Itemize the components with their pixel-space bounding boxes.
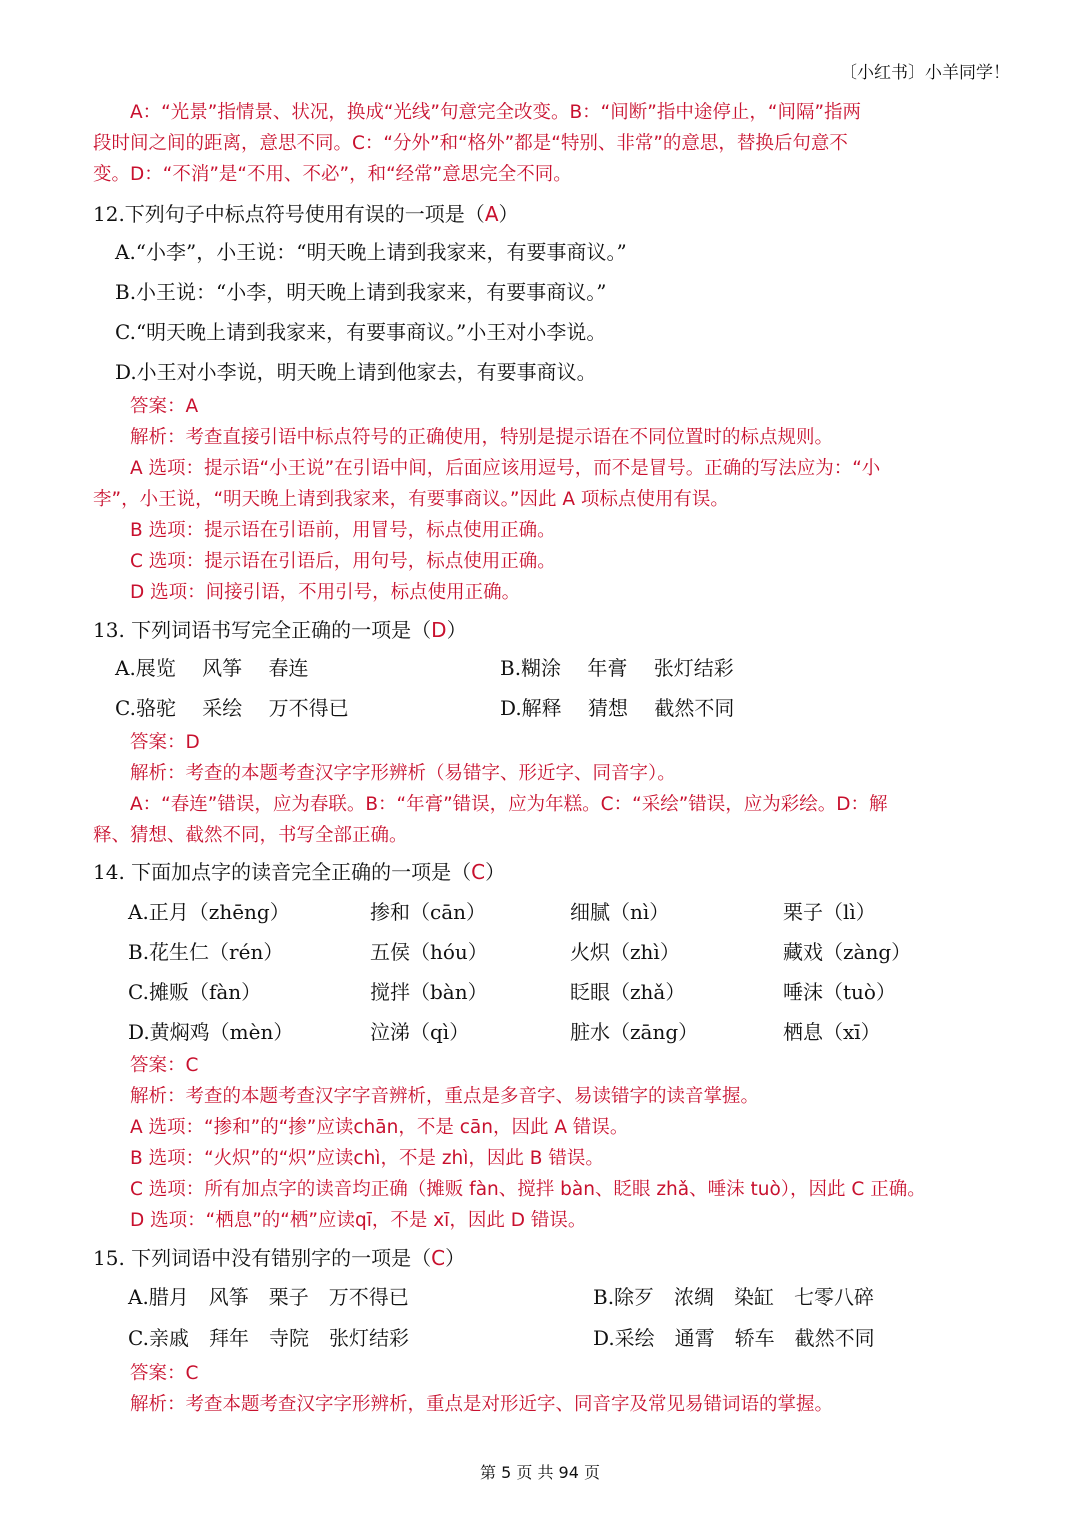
question-13-stem: [93, 614, 467, 643]
intro-line-3: 变。D：“不消”是“不用、不必”，和“经常”意思完全不同。: [93, 164, 572, 185]
q13-answer-line: 答案：D: [130, 732, 200, 753]
q13-option-b: B.糊涂 年膏 张灯结彩: [500, 656, 734, 680]
question-13-answer: D: [431, 618, 447, 642]
q14-explain-d: D 选项：“栖息”的“栖”应读qī，不是 xī，因此 D 错误。: [130, 1210, 587, 1231]
q14-a-4: 栗子（lì）: [783, 900, 876, 924]
q15-answer-line: 答案：C: [130, 1363, 199, 1384]
q14-analysis: 解析：考查的本题考查汉字字音辨析，重点是多音字、易读错字的读音掌握。: [130, 1086, 760, 1107]
q12-explain-a-1: A 选项：提示语“小王说”在引语中间，后面应该用逗号，而不是冒号。正确的写法应为：“小: [130, 458, 881, 479]
q13-option-a: A.展览 风筝 春连: [115, 656, 309, 680]
q13-explain-2: 释、猜想、截然不同，书写全部正确。: [93, 825, 408, 846]
question-14-stem: [93, 856, 505, 885]
q15-option-d: D.采绘 通霄 轿车 截然不同: [593, 1326, 875, 1350]
q12-option-b: B.小王说：“小李，明天晚上请到我家来，有要事商议。”: [115, 280, 607, 304]
question-12-text: 12.下列句子中标点符号使用有误的一项是（: [93, 202, 485, 226]
question-12-close: ）: [498, 202, 519, 226]
question-13-close: ）: [446, 618, 467, 642]
q12-explain-d: D 选项：间接引语，不用引号，标点使用正确。: [130, 582, 521, 603]
q15-option-b: B.除歹 浓绸 染缸 七零八碎: [593, 1285, 875, 1309]
question-14-answer: C: [471, 860, 486, 884]
q14-a-1: A.正月（zhēng）: [128, 900, 290, 924]
q14-c-4: 唾沫（tuò）: [783, 980, 896, 1004]
question-15-stem: [93, 1242, 465, 1271]
q14-explain-a: A 选项：“掺和”的“掺”应读chān，不是 cān，因此 A 错误。: [130, 1117, 629, 1138]
q12-answer-line: 答案：A: [130, 396, 199, 417]
q14-d-1: D.黄焖鸡（mèn）: [128, 1020, 294, 1044]
q13-explain-1: A：“春连”错误，应为春联。B：“年膏”错误，应为年糕。C：“采绘”错误，应为彩绘。D：解: [130, 794, 888, 815]
question-12-answer: A: [484, 202, 499, 226]
q14-c-3: 眨眼（zhǎ）: [570, 980, 686, 1004]
q14-explain-b: B 选项：“火炽”的“炽”应读chì，不是 zhì，因此 B 错误。: [130, 1148, 604, 1169]
q14-b-3: 火炽（zhì）: [570, 940, 680, 964]
q12-explain-a-2: 李”，小王说，“明天晚上请到我家来，有要事商议。”因此 A 项标点使用有误。: [93, 489, 729, 510]
question-12-stem: [93, 198, 519, 227]
intro-line-1: A：“光景”指情景、状况，换成“光线”句意完全改变。B：“间断”指中途停止，“间隔”指两: [130, 102, 862, 123]
q14-b-1: B.花生仁（rén）: [128, 940, 284, 964]
q14-c-1: C.摊贩（fàn）: [128, 980, 262, 1004]
q14-b-2: 五侯（hóu）: [370, 940, 488, 964]
q12-analysis: 解析：考查直接引语中标点符号的正确使用，特别是提示语在不同位置时的标点规则。: [130, 427, 834, 448]
q12-option-c: C.“明天晚上请到我家来，有要事商议。”小王对小李说。: [115, 320, 607, 344]
intro-line-2: 段时间之间的距离，意思不同。C：“分外”和“格外”都是“特别、非常”的意思，替换后句意不: [93, 133, 848, 154]
q14-d-3: 脏水（zāng）: [570, 1020, 699, 1044]
question-15-close: ）: [445, 1246, 466, 1270]
question-15-text: 15. 下列词语中没有错别字的一项是（: [93, 1246, 432, 1270]
q14-d-4: 栖息（xī）: [783, 1020, 881, 1044]
q14-a-2: 掺和（cān）: [370, 900, 487, 924]
q12-explain-b: B 选项：提示语在引语前，用冒号，标点使用正确。: [130, 520, 556, 541]
q12-explain-c: C 选项：提示语在引语后，用句号，标点使用正确。: [130, 551, 556, 572]
page-number: 第 5 页 共 94 页: [480, 1463, 600, 1482]
q14-d-2: 泣涕（qì）: [370, 1020, 470, 1044]
q13-option-d: D.解释 猜想 截然不同: [500, 696, 735, 720]
question-13-text: 13. 下列词语书写完全正确的一项是（: [93, 618, 432, 642]
question-14-close: ）: [485, 860, 506, 884]
q13-analysis: 解析：考查的本题考查汉字字形辨析（易错字、形近字、同音字）。: [130, 763, 676, 784]
header-source: 〔小红书〕小羊同学！: [840, 63, 1010, 83]
q13-option-c: C.骆驼 采绘 万不得已: [115, 696, 349, 720]
q15-analysis: 解析：考查本题考查汉字字形辨析，重点是对形近字、同音字及常见易错词语的掌握。: [130, 1394, 834, 1415]
question-15-answer: C: [431, 1246, 446, 1270]
q14-b-4: 藏戏（zàng）: [783, 940, 912, 964]
q12-option-d: D.小王对小李说，明天晚上请到他家去，有要事商议。: [115, 360, 597, 384]
question-14-text: 14. 下面加点字的读音完全正确的一项是（: [93, 860, 472, 884]
q14-explain-c: C 选项：所有加点字的读音均正确（摊贩 fàn、搅拌 bàn、眨眼 zhǎ、唾沫 tuò），因此 C 正确。: [130, 1179, 926, 1200]
q15-option-c: C.亲戚 拜年 寺院 张灯结彩: [128, 1326, 409, 1350]
q15-option-a: A.腊月 风筝 栗子 万不得已: [128, 1285, 409, 1309]
q14-a-3: 细腻（nì）: [570, 900, 670, 924]
q14-c-2: 搅拌（bàn）: [370, 980, 488, 1004]
q12-option-a: A.“小李”，小王说：“明天晚上请到我家来，有要事商议。”: [115, 240, 627, 264]
q14-answer-line: 答案：C: [130, 1055, 199, 1076]
